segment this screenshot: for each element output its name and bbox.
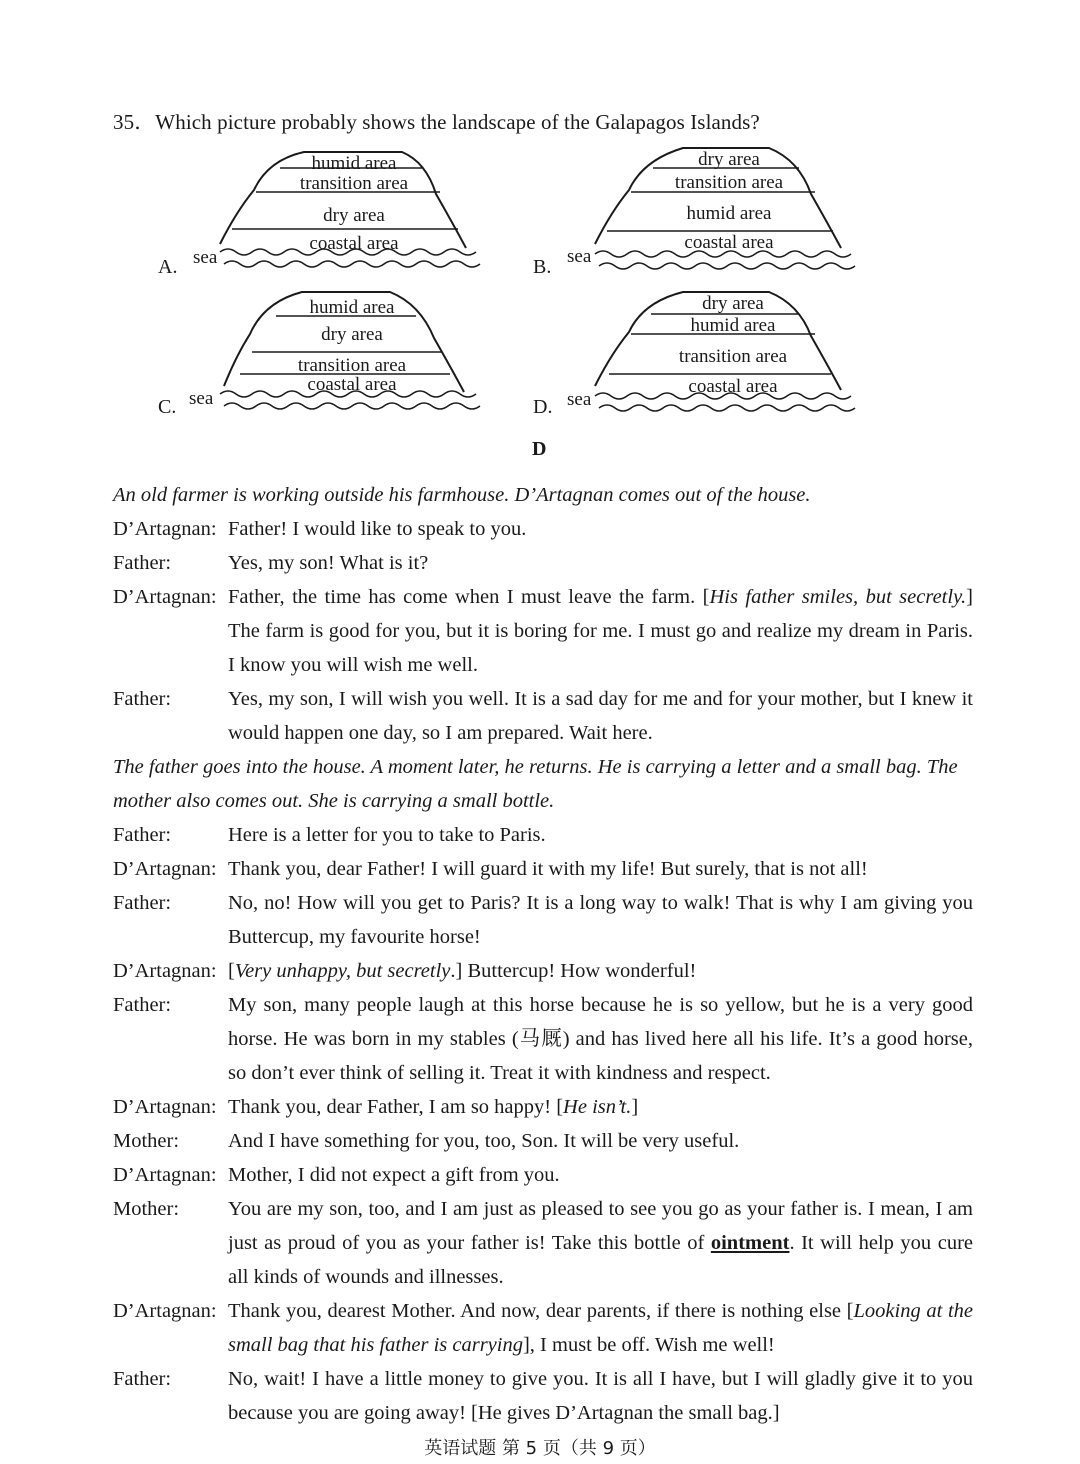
speaker-name: D’Artagnan: [113,586,217,608]
speech-segment: ], I must be off. Wish me well! [522,1334,775,1356]
speech-segment: [ [228,960,235,982]
speech-text: Yes, my son! What is it? [228,552,429,574]
speech-text [228,1090,973,1124]
speaker-name: D’Artagnan: [113,960,217,982]
speech-text [228,1192,973,1294]
figure-option-c [158,286,488,421]
dialogue-line [113,1192,973,1294]
speech-text: Father! I would like to speak to you. [228,518,527,540]
speech-text: Thank you, dear Father! I will guard it with my life! But surely, that is not all! [228,858,868,880]
island-diagram [158,144,488,279]
zone-label: transition area [674,172,784,193]
dialogue-line [113,852,973,886]
zone-label: humid area [686,203,772,224]
zone-label: coastal area [307,374,397,395]
option-letter: B. [533,256,552,278]
speech-text: My son, many people laugh at this horse because he is so yellow, but he is a very good horse. He was born in my stables (马厩) and has lived here all his life. It’s a good horse, so don’t ever think of selling it. Treat it with kindness and respect. [228,994,973,1084]
page-footer: 英语试题 第 5 页（共 9 页） [424,1438,656,1459]
speech-segment: ] The farm is good for you, but it is boring for me. I must go and realize my dream in Paris. I know you will wish me well. [228,586,973,676]
stage-direction: The father goes into the house. A moment later, he returns. He is carrying a letter and a small bag. The mother also comes out. She is carrying a small bottle. [113,756,958,812]
option-letter: D. [533,396,553,418]
zone-label: transition area [299,173,409,194]
dialogue-line [113,1124,973,1158]
speaker-name: D’Artagnan: [113,858,217,880]
option-letter: A. [158,256,178,278]
dialogue-line [113,1362,973,1430]
speech-segment: . It will help you cure all kinds of wounds and illnesses. [228,1232,973,1288]
speaker-name: D’Artagnan: [113,518,217,540]
speech-segment: ] [631,1096,639,1118]
speaker-name: D’Artagnan: [113,1096,217,1118]
speech-text: Yes, my son, I will wish you well. It is a sad day for me and for your mother, but I knew it would happen one day, so I am prepared. Wait here. [228,688,973,744]
dialogue-line [113,954,973,988]
zone-label: humid area [311,153,397,174]
dialogue-line [113,886,973,954]
option-letter: C. [158,396,177,418]
dialogue-line [113,988,973,1090]
speech-text: Here is a letter for you to take to Paris. [228,824,546,846]
speech-segment: Thank you, dear Father, I am so happy! [ [228,1096,564,1118]
speaker-name: Father: [113,688,172,710]
zone-label: humid area [309,297,395,318]
speaker-name: Mother: [113,1198,180,1220]
zone-label: coastal area [688,376,778,397]
speech-text: No, no! How will you get to Paris? It is a long way to walk! That is why I am giving you Buttercup, my favourite horse! [228,892,973,948]
zone-label: coastal area [309,233,399,254]
speaker-name: Father: [113,994,172,1016]
inline-stage-direction: His father smiles, but secretly. [709,586,967,608]
speaker-name: Father: [113,824,172,846]
dialogue-line [113,818,973,852]
island-diagram [158,286,488,421]
underlined-word: ointment [710,1232,790,1254]
stage-direction: An old farmer is working outside his farmhouse. D’Artagnan comes out of the house. [113,484,811,506]
speech-text [228,1294,973,1362]
speech-text: No, wait! I have a little money to give you. It is all I have, but I will gladly give it to you because you are going away! [He gives D’Artagnan the small bag.] [228,1368,973,1424]
figure-option-b [533,144,863,279]
question-35: 35．Which picture probably shows the landscape of the Galapagos Islands? [113,110,760,134]
speaker-name: D’Artagnan: [113,1164,217,1186]
section-heading: D [532,438,547,460]
inline-stage-direction: Very unhappy, but secretly [234,960,451,982]
speech-segment: Father, the time has come when I must leave the farm. [ [228,586,710,608]
speaker-name: Father: [113,892,172,914]
zone-label: humid area [690,315,776,336]
zone-label: dry area [321,324,383,345]
zone-label: dry area [702,293,764,314]
figure-option-d [533,286,863,421]
speech-text [228,954,973,988]
island-diagram [533,286,863,421]
inline-stage-direction: He isn’t. [563,1096,632,1118]
speaker-name: Mother: [113,1130,180,1152]
speech-segment: .] Buttercup! How wonderful! [450,960,697,982]
zone-label: transition area [297,355,407,376]
sea-label: sea [567,246,592,267]
dialogue-line [113,682,973,750]
zone-label: dry area [698,149,760,170]
speech-text: Mother, I did not expect a gift from you. [228,1164,560,1186]
zone-label: transition area [678,346,788,367]
speech-segment: You are my son, too, and I am just as pleased to see you go as your father is. I mean, I am just as proud of you as your father is! Take this bottle of [228,1198,973,1254]
dialogue-line [113,1158,973,1192]
dialogue-passage [113,478,973,1430]
speaker-name: Father: [113,1368,172,1390]
dialogue-line [113,512,973,546]
dialogue-line [113,580,973,682]
sea-label: sea [567,389,592,410]
sea-label: sea [193,247,218,268]
speech-text: And I have something for you, too, Son. It will be very useful. [228,1130,740,1152]
figure-option-a [158,144,488,279]
speaker-name: Father: [113,552,172,574]
speech-text [228,580,973,682]
dialogue-line [113,546,973,580]
dialogue-line [113,1090,973,1124]
sea-label: sea [189,388,214,409]
island-diagram [533,144,863,279]
dialogue-line [113,1294,973,1362]
zone-label: coastal area [684,232,774,253]
zone-label: dry area [323,205,385,226]
speaker-name: D’Artagnan: [113,1300,217,1322]
speech-segment: Thank you, dearest Mother. And now, dear parents, if there is nothing else [ [228,1300,854,1322]
inline-stage-direction: Looking at the small bag that his father is carrying [228,1300,973,1356]
